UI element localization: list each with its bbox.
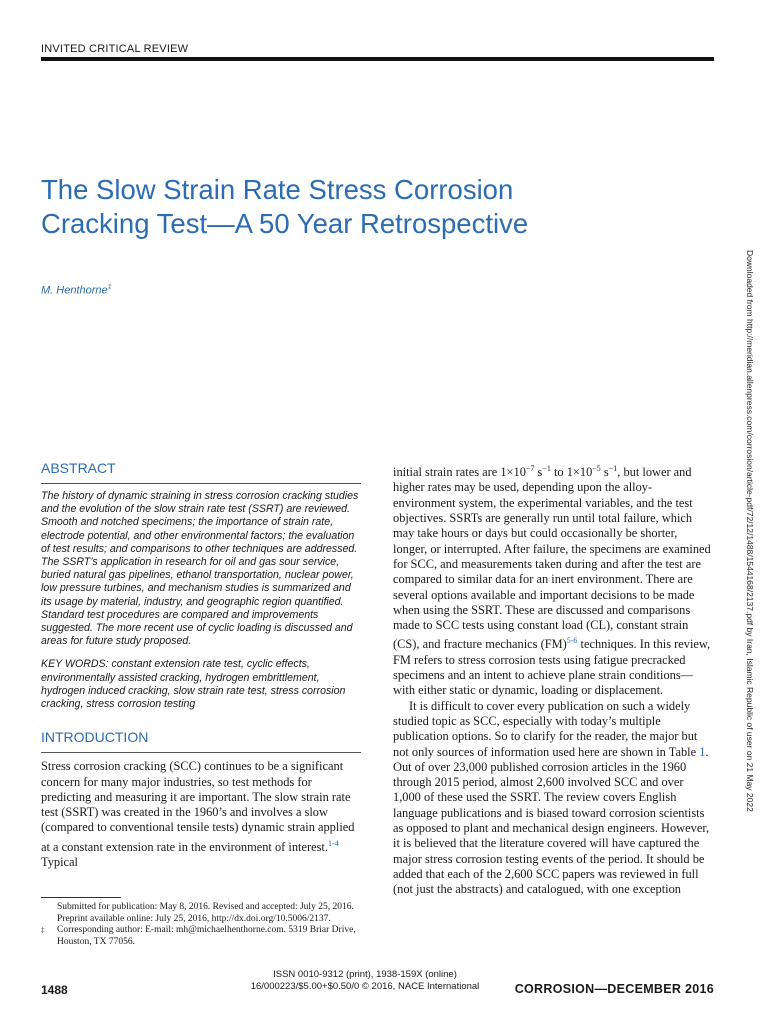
abstract-text: The history of dynamic straining in stress corrosion cracking studies and the evolution of the slow strain rate test (SSRT) are reviewed. Smooth and notched specimens; the importance of strain rate, electrode potential, and other environmental factors; the evaluation of test results; and comparisons to other techniques are addressed. The SSRT’s application in research for oil and gas sour service, buried natural gas pipelines, ethanol transportation, nuclear power, low pressure turbines, and mechanism studies is summarized and its usage by material, industry, and geographic region quantified. Standard test procedures are compared and improvements suggested. The more recent use of cyclic loading is discussed and areas for future study proposed.	[41, 490, 359, 648]
exponent: −7	[525, 464, 535, 473]
paragraph-text: It is difficult to cover every publication on such a widely studied topic as SCC, especially with today’s multiple publication options. So to clarify for the reader, the major but not only sources of information used here are shown in Table	[393, 698, 700, 759]
exponent: −5	[592, 464, 601, 473]
fm-ref-link[interactable]: 5-6	[566, 636, 578, 646]
unit-text: s	[534, 465, 543, 480]
page-number: 1488	[41, 983, 68, 997]
intro-text-tail: Typical	[41, 855, 78, 870]
title-line-1: The Slow Strain Rate Stress Corrosion	[41, 174, 514, 205]
footnote-submitted-text: Submitted for publication: May 8, 2016. Revised and accepted: July 25, 2016. Preprint available online: July 25, 2016, http://dx.doi.org/10.5006/2137.	[57, 902, 354, 924]
header-rule	[41, 57, 714, 61]
introduction-section	[41, 729, 361, 870]
author-name: M. Henthorne	[41, 284, 108, 297]
intro-ref-link[interactable]: 1-4	[327, 838, 339, 848]
right-paragraph-2	[393, 699, 713, 898]
exponent: −1	[608, 464, 618, 473]
footnote-submitted	[41, 902, 361, 925]
author-mark: ‡	[107, 284, 112, 291]
journal-name: CORROSION—DECEMBER 2016	[514, 982, 714, 996]
title-line-2: Cracking Test—A 50 Year Retrospective	[41, 208, 529, 239]
introduction-paragraph	[41, 759, 361, 870]
issn-line-2: 16/000223/$5.00+$0.50/0 © 2016, NACE International	[250, 981, 480, 992]
issn-line-1: ISSN 0010-9312 (print), 1938-159X (online)	[273, 969, 457, 980]
footnote-dagger-mark: ‡	[41, 926, 45, 934]
abstract-section	[41, 460, 361, 711]
article-title	[41, 173, 641, 241]
footnotes	[41, 897, 361, 948]
keywords: KEY WORDS: constant extension rate test, cyclic effects, environmentally assisted cracking, hydrogen embrittlement, hydrogen induced cracking, slow strain rate test, stress corrosion cracking, stress corrosion testing	[41, 658, 346, 711]
right-paragraph-1	[393, 461, 713, 699]
download-note	[743, 250, 759, 812]
footnote-rule	[41, 897, 121, 898]
paragraph-text: . Out of over 23,000 published corrosion articles in the 1960 through 2015 period, almost 2,600 involved SCC and over 1,000 of these used the SSRT. The review covers English language publications and is biased toward corrosion scientists as opposed to plant and mechanical design engineers. However, it is believed that the literature covered will have captured the major stress corrosion testing events of the period. It should be added that each of the 2,600 SCC papers was reviewed in full (not just the abstracts) and catalogued, with one exception	[393, 744, 710, 897]
strain-rate-text: to 1×10	[550, 465, 593, 480]
download-note-text: Downloaded from http://meridian.allenpress.com/corrosion/article-pdf/72/12/1488/1544168/2137.pdf by Iran, Islamic Republic of user on 21 May 2022	[745, 250, 755, 812]
intro-text: Stress corrosion cracking (SCC) continues to be a significant concern for many major industries, so test methods for predicting and measuring it are important. The slow strain rate test (SSRT) was created in the 1960’s and involves a slow (compared to conventional tensile tests) dynamic strain applied at a constant extension rate in the environment of interest.	[41, 759, 355, 854]
abstract-heading: ABSTRACT	[41, 460, 116, 476]
abstract-rule	[41, 483, 361, 484]
left-column	[41, 460, 361, 870]
author-byline	[41, 284, 112, 297]
paragraph-text: , but lower and higher rates may be used, depending upon the alloy-environment system, the experimental variables, and the test objectives. SSRTs are generally run until total failure, which may take hours or days but could occasionally be shorter, longer, or interrupted. After failure, the specimens are examined for SCC, and measurements taken during and after the test are compared to similar data for an inert environment. There are several options available and important decisions to be made when using the SSRT. These are discussed and comparisons made to SCC tests using constant load (CL), constant strain (CS), and fracture mechanics (FM)	[393, 465, 711, 652]
introduction-heading: INTRODUCTION	[41, 729, 149, 746]
paragraph-text: techniques. In this review, FM refers to stress corrosion tests using fatigue precracked specimens and an intent to achieve plane strain conditions—with either static or dynamic, loading or displacement.	[393, 637, 711, 698]
introduction-rule	[41, 752, 361, 753]
unit-text: s	[600, 465, 609, 480]
footnote-corresponding	[41, 925, 361, 948]
footnote-corresponding-text: Corresponding author: E-mail: mh@michaelhenthorne.com. 5319 Briar Drive, Houston, TX 77056.	[57, 925, 356, 947]
table-ref-link[interactable]: 1	[699, 744, 706, 759]
right-column	[393, 461, 713, 898]
strain-rate-text: initial strain rates are 1×10	[393, 465, 526, 480]
exponent: −1	[542, 464, 551, 473]
section-label: INVITED CRITICAL REVIEW	[41, 43, 189, 55]
issn-block	[230, 969, 500, 993]
